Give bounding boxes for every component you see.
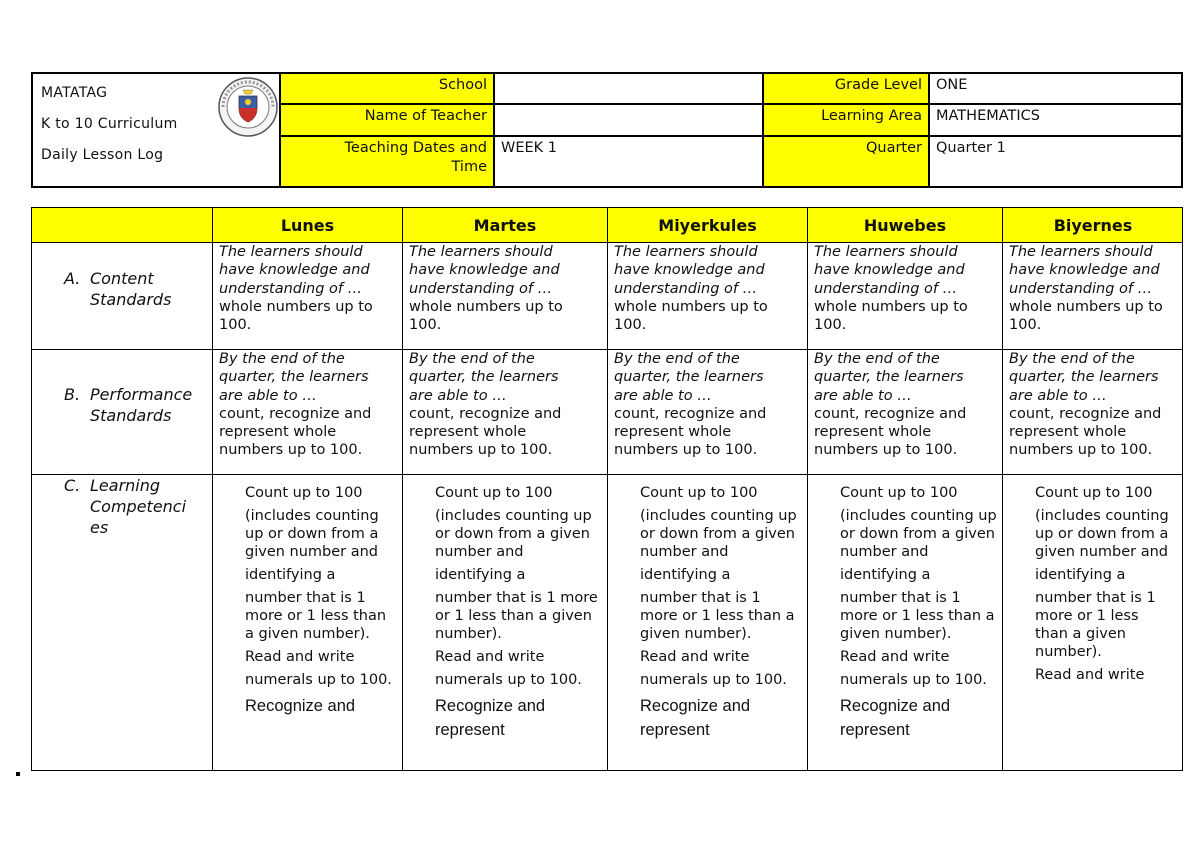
cs-text: 100.	[814, 317, 847, 334]
ps-text: represent whole	[409, 424, 527, 441]
lc-text: represent	[640, 721, 710, 739]
content-standard-cell	[614, 243, 804, 334]
content-standard-cell	[814, 243, 999, 334]
grade-level-value: ONE	[936, 77, 968, 93]
competency-cell	[1035, 484, 1175, 769]
teaching-dates-label-line-2: Time	[451, 159, 487, 175]
ps-text: By the end of the	[409, 351, 535, 367]
ps-text: are able to …	[614, 387, 712, 404]
lc-text: identifying a	[840, 567, 931, 583]
curriculum-brand	[41, 78, 178, 171]
lc-text: Read and write	[245, 649, 355, 665]
cs-text: whole numbers up to	[614, 298, 768, 315]
teacher-field[interactable]	[495, 105, 762, 135]
row-letter-b: B.	[64, 385, 81, 404]
performance-standard-cell	[1009, 350, 1181, 460]
ps-text: numbers up to 100.	[614, 442, 758, 459]
row-label-c-line-3: es	[90, 518, 109, 537]
lc-text: Read and write	[640, 649, 750, 665]
ps-text: represent whole	[814, 424, 932, 441]
row-letter-c: C.	[64, 476, 81, 495]
lc-text: numerals up to 100.	[640, 672, 787, 688]
ps-text: quarter, the learners	[219, 369, 369, 386]
lc-text: Read and write	[435, 649, 545, 665]
lc-text: number that is 1 more or 1 less than a given number).	[1035, 590, 1156, 660]
teaching-dates-label-line-1: Teaching Dates and	[344, 140, 487, 156]
ps-text: count, recognize and	[1009, 405, 1162, 422]
brand-line-3: Daily Lesson Log	[41, 147, 164, 163]
cs-text: The learners should	[814, 244, 958, 260]
brand-line-1: MATATAG	[41, 85, 108, 101]
ps-text: By the end of the	[219, 351, 345, 367]
ps-text: are able to …	[814, 387, 912, 404]
lc-text: Read and write	[840, 649, 950, 665]
cs-text: The learners should	[219, 244, 363, 260]
lc-text: identifying a	[640, 567, 731, 583]
school-label: School	[281, 74, 493, 103]
teacher-label: Name of Teacher	[281, 105, 493, 135]
lc-text: Recognize and	[840, 697, 951, 715]
row-label-b-line-2: Standards	[90, 406, 172, 425]
cs-text: 100.	[1009, 317, 1042, 334]
ps-text: count, recognize and	[219, 405, 372, 422]
lc-text: Read and write	[1035, 667, 1145, 683]
cs-text: The learners should	[614, 244, 758, 260]
performance-standard-cell	[614, 350, 804, 460]
row-label-c-line-1: Learning	[90, 476, 161, 495]
ps-text: By the end of the	[814, 351, 940, 367]
ps-text: count, recognize and	[409, 405, 562, 422]
lc-text: Recognize and	[640, 697, 751, 715]
lc-text: numerals up to 100.	[435, 672, 582, 688]
ps-text: count, recognize and	[814, 405, 967, 422]
lc-text: Count up to 100	[245, 485, 363, 501]
deped-seal-icon	[217, 76, 279, 138]
day-thursday: Huwebes	[863, 215, 947, 235]
lc-text: represent	[840, 721, 910, 739]
ps-text: represent whole	[1009, 424, 1127, 441]
lc-text: Count up to 100	[840, 485, 958, 501]
cs-text: The learners should	[1009, 244, 1153, 260]
lc-text: number that is 1 more or 1 less than a given number).	[245, 590, 387, 642]
lc-text: (includes counting up or down from a given number and	[640, 508, 797, 560]
cs-text: have knowledge and	[614, 262, 765, 279]
lc-text: Count up to 100	[1035, 485, 1153, 501]
row-label-b-line-1: Performance	[90, 385, 193, 404]
row-letter-a: A.	[64, 269, 81, 288]
day-friday: Biyernes	[1053, 215, 1133, 235]
ps-text: numbers up to 100.	[1009, 442, 1153, 459]
quarter-label: Quarter	[764, 137, 928, 186]
lc-text: represent	[435, 721, 505, 739]
row-label-a-line-1: Content	[90, 269, 154, 288]
day-monday: Lunes	[280, 215, 335, 235]
ps-text: quarter, the learners	[409, 369, 559, 386]
lc-text: Count up to 100	[435, 485, 553, 501]
ps-text: quarter, the learners	[814, 369, 964, 386]
quarter-value: Quarter 1	[936, 140, 1006, 156]
ps-text: represent whole	[614, 424, 732, 441]
ps-text: quarter, the learners	[614, 369, 764, 386]
lc-text: (includes counting up or down from a given number and	[435, 508, 592, 560]
performance-standard-cell	[409, 350, 604, 460]
cs-text: have knowledge and	[1009, 262, 1160, 279]
competency-cell	[640, 484, 798, 769]
competency-cell	[840, 484, 998, 769]
day-wednesday: Miyerkules	[658, 215, 757, 235]
cs-text: have knowledge and	[409, 262, 560, 279]
lc-text: (includes counting up or down from a given number and	[1035, 508, 1169, 560]
lc-text: identifying a	[1035, 567, 1126, 583]
lc-text: Recognize and	[245, 697, 356, 715]
cs-text: whole numbers up to	[814, 298, 968, 315]
cs-text: 100.	[219, 317, 252, 334]
ps-text: numbers up to 100.	[219, 442, 363, 459]
cs-text: understanding of …	[219, 280, 363, 297]
day-tuesday: Martes	[473, 215, 537, 235]
lc-text: (includes counting up or down from a given number and	[245, 508, 379, 560]
ps-text: numbers up to 100.	[814, 442, 958, 459]
cs-text: understanding of …	[1009, 280, 1153, 297]
lc-text: Count up to 100	[640, 485, 758, 501]
ps-text: count, recognize and	[614, 405, 767, 422]
lc-text: number that is 1 more or 1 less than a given number).	[640, 590, 795, 642]
page-marker-dot	[16, 772, 20, 776]
lc-text: Recognize and	[435, 697, 546, 715]
performance-standard-cell	[814, 350, 999, 460]
learning-area-label: Learning Area	[764, 105, 928, 135]
lc-text: identifying a	[435, 567, 526, 583]
lesson-log-table	[31, 207, 1183, 771]
lc-text: identifying a	[245, 567, 336, 583]
cs-text: understanding of …	[614, 280, 758, 297]
cs-text: whole numbers up to	[409, 298, 563, 315]
cs-text: whole numbers up to	[1009, 298, 1163, 315]
ps-text: By the end of the	[1009, 351, 1135, 367]
brand-line-2: K to 10 Curriculum	[41, 116, 178, 132]
ps-text: quarter, the learners	[1009, 369, 1159, 386]
cs-text: understanding of …	[409, 280, 553, 297]
competency-cell	[435, 484, 600, 769]
ps-text: are able to …	[1009, 387, 1107, 404]
ps-text: are able to …	[409, 387, 507, 404]
content-standard-cell	[1009, 243, 1181, 334]
cs-text: The learners should	[409, 244, 553, 260]
row-label-a-line-2: Standards	[90, 290, 172, 309]
competency-cell	[245, 484, 397, 769]
cs-text: 100.	[409, 317, 442, 334]
cs-text: have knowledge and	[219, 262, 370, 279]
learning-area-value: MATHEMATICS	[936, 108, 1040, 124]
lc-text: number that is 1 more or 1 less than a given number).	[435, 590, 598, 642]
row-label-c-line-2: Competenci	[90, 497, 187, 516]
teaching-dates-label	[281, 137, 493, 186]
cs-text: understanding of …	[814, 280, 958, 297]
lc-text: numerals up to 100.	[245, 672, 392, 688]
ps-text: are able to …	[219, 387, 317, 404]
teaching-dates-value: WEEK 1	[501, 140, 558, 156]
ps-text: represent whole	[219, 424, 337, 441]
performance-standard-cell	[219, 350, 399, 460]
lc-text: number that is 1 more or 1 less than a given number).	[840, 590, 995, 642]
content-standard-cell	[409, 243, 604, 334]
cs-text: whole numbers up to	[219, 298, 373, 315]
header-table	[31, 72, 1183, 188]
grade-level-label: Grade Level	[764, 74, 928, 103]
cs-text: 100.	[614, 317, 647, 334]
lc-text: (includes counting up or down from a given number and	[840, 508, 997, 560]
school-field[interactable]	[495, 74, 762, 103]
lc-text: numerals up to 100.	[840, 672, 987, 688]
content-standard-cell	[219, 243, 399, 334]
ps-text: numbers up to 100.	[409, 442, 553, 459]
ps-text: By the end of the	[614, 351, 740, 367]
cs-text: have knowledge and	[814, 262, 965, 279]
